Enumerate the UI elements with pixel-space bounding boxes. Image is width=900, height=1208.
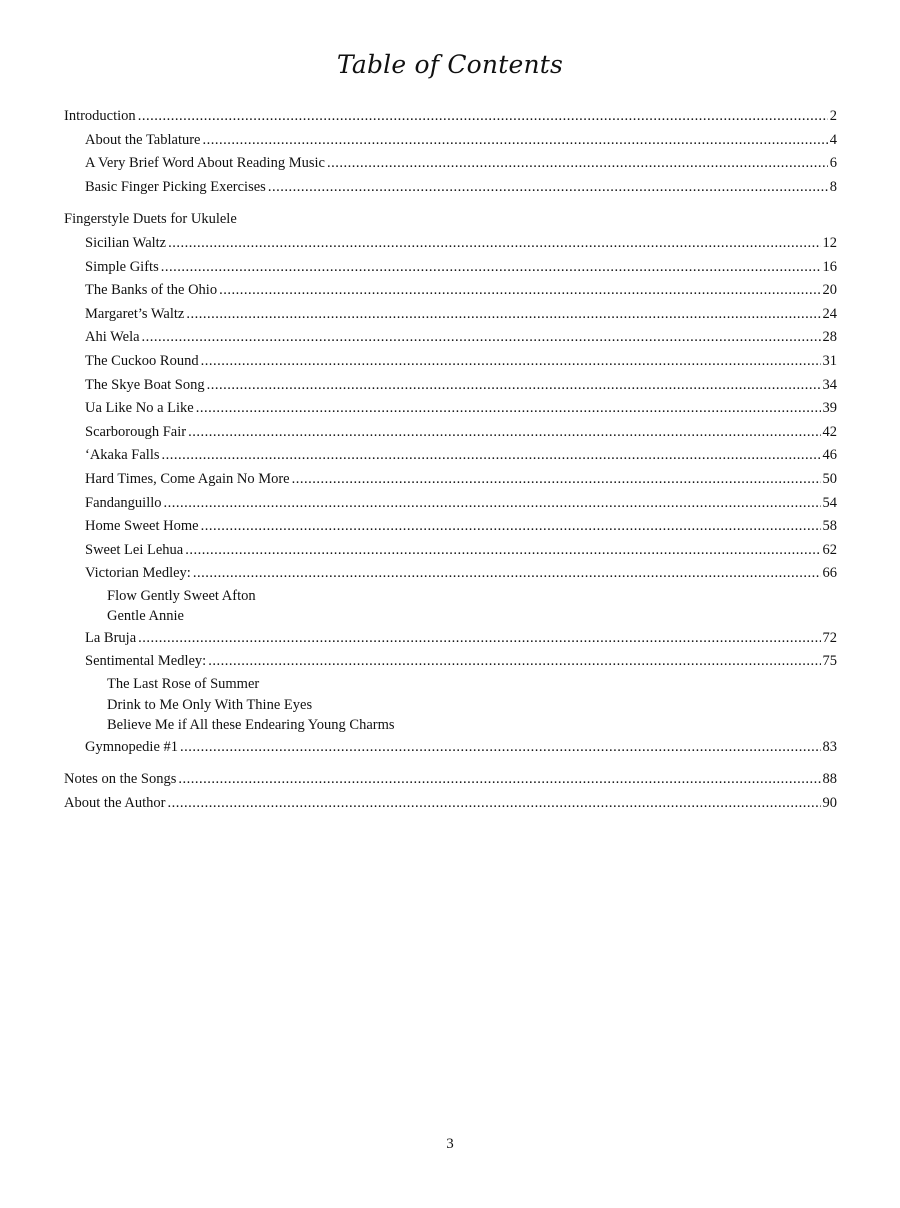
toc-entry-page: 20 — [822, 282, 837, 299]
toc-entry — [64, 256, 837, 280]
toc-entry-page: 46 — [822, 447, 837, 464]
toc-entry — [64, 326, 837, 350]
dot-leader — [168, 232, 820, 256]
dot-leader — [201, 350, 821, 374]
toc-entry-page: 42 — [822, 423, 837, 440]
dot-leader — [207, 374, 821, 398]
toc-entry — [64, 176, 837, 200]
toc-entry-label: About the Tablature — [85, 131, 201, 148]
toc-entry — [64, 279, 837, 303]
toc-entry-page: 2 — [829, 108, 837, 124]
toc-entry — [64, 129, 837, 153]
toc-entry-page: 39 — [822, 400, 837, 417]
toc-entry-page: 75 — [822, 653, 837, 670]
toc-entry — [64, 515, 837, 539]
dot-leader — [193, 562, 821, 586]
toc-subentry-label: The Last Rose of Summer — [107, 676, 260, 693]
dot-leader — [203, 129, 828, 153]
song-list — [64, 232, 837, 586]
toc-entry-page: 88 — [822, 771, 837, 788]
toc-entry-label: Fandanguillo — [85, 494, 162, 511]
toc-subentry — [64, 674, 837, 695]
toc-entry-page: 8 — [829, 178, 837, 195]
toc-entry-label: Sicilian Waltz — [85, 234, 167, 251]
toc-entry — [64, 350, 837, 374]
dot-leader — [268, 176, 828, 200]
dot-leader — [219, 279, 820, 303]
dot-leader — [164, 492, 821, 516]
toc-entry-label: Scarborough Fair — [85, 423, 187, 440]
toc-entry-label: The Banks of the Ohio — [85, 282, 218, 299]
toc-entry-label: Simple Gifts — [85, 258, 159, 275]
dot-leader — [185, 539, 820, 563]
toc-subentry-label: Drink to Me Only With Thine Eyes — [107, 696, 313, 713]
toc-entry — [64, 303, 837, 327]
toc-entry — [64, 444, 837, 468]
toc-entry-page: 83 — [822, 738, 837, 755]
toc-entry-introduction — [64, 105, 837, 129]
toc-entry-label: Basic Finger Picking Exercises — [85, 178, 266, 195]
toc-entry — [64, 492, 837, 516]
page-number: 3 — [446, 1136, 454, 1152]
toc-entry-label: A Very Brief Word About Reading Music — [85, 155, 325, 172]
toc-subentry-label: Gentle Annie — [107, 608, 184, 625]
toc-entry-page: 6 — [829, 155, 837, 172]
toc-entry-label: The Cuckoo Round — [85, 352, 199, 369]
toc-entry-page: 54 — [822, 494, 837, 511]
toc-entry-label: Home Sweet Home — [85, 518, 199, 535]
toc-entry — [64, 627, 837, 651]
toc-entry-page: 58 — [822, 518, 837, 535]
dot-leader — [142, 326, 821, 350]
toc-entry-page: 90 — [822, 794, 837, 811]
dot-leader — [196, 397, 821, 421]
toc-entry — [64, 539, 837, 563]
dot-leader — [208, 650, 820, 674]
toc-entry-label: Victorian Medley: — [85, 565, 191, 582]
toc-entry-label: Margaret’s Waltz — [85, 305, 185, 322]
dot-leader — [186, 303, 820, 327]
dot-leader — [178, 768, 820, 792]
toc-entry-page: 34 — [822, 376, 837, 393]
toc-entry-label: The Skye Boat Song — [85, 376, 205, 393]
toc-entry-page: 12 — [822, 234, 837, 251]
toc-entry-label: Notes on the Songs — [64, 771, 177, 788]
toc-entry — [64, 232, 837, 256]
toc-subentry-label: Flow Gently Sweet Afton — [107, 587, 256, 604]
toc-entry-label: About the Author — [64, 794, 166, 811]
dot-leader — [327, 152, 828, 176]
toc-entry-label: ‘Akaka Falls — [85, 447, 160, 464]
toc-entry-notes — [64, 768, 837, 792]
toc-entry-page: 4 — [829, 131, 837, 148]
table-of-contents — [64, 105, 837, 815]
dot-leader — [162, 444, 821, 468]
toc-subentry — [64, 606, 837, 627]
toc-section-label: Fingerstyle Duets for Ukulele — [64, 211, 237, 228]
toc-entry-page: 16 — [822, 258, 837, 275]
toc-entry-page: 50 — [822, 470, 837, 487]
toc-subentry-label: Believe Me if All these Endearing Young Charms — [107, 717, 395, 734]
toc-entry-label: Ahi Wela — [85, 329, 140, 346]
toc-entry — [64, 421, 837, 445]
toc-subentry — [64, 715, 837, 736]
dot-leader — [161, 256, 821, 280]
toc-entry-label: Introduction — [64, 108, 136, 124]
toc-entry-page: 24 — [822, 305, 837, 322]
dot-leader — [168, 792, 821, 816]
toc-entry — [64, 736, 837, 760]
dot-leader — [138, 627, 820, 651]
toc-entry-label: Hard Times, Come Again No More — [85, 470, 290, 487]
toc-subentry — [64, 695, 837, 716]
toc-entry — [64, 397, 837, 421]
dot-leader — [292, 468, 821, 492]
toc-entry-page: 62 — [822, 541, 837, 558]
toc-entry-page: 66 — [822, 565, 837, 582]
page-title: Table of Contents — [336, 50, 564, 79]
toc-entry-label: La Bruja — [85, 629, 137, 646]
dot-leader — [138, 105, 828, 129]
toc-entry — [64, 650, 837, 674]
toc-entry-author — [64, 792, 837, 816]
toc-entry-page: 31 — [822, 352, 837, 369]
dot-leader — [180, 736, 820, 760]
toc-section-heading — [64, 208, 837, 232]
toc-entry-page: 28 — [822, 329, 837, 346]
toc-subentry — [64, 586, 837, 607]
toc-entry-page: 72 — [822, 629, 837, 646]
toc-entry-label: Gymnopedie #1 — [85, 738, 179, 755]
dot-leader — [201, 515, 821, 539]
toc-entry — [64, 562, 837, 586]
toc-entry — [64, 152, 837, 176]
toc-entry-label: Ua Like No a Like — [85, 400, 194, 417]
toc-entry — [64, 468, 837, 492]
toc-entry — [64, 374, 837, 398]
toc-entry-label: Sentimental Medley: — [85, 653, 207, 670]
dot-leader — [188, 421, 820, 445]
toc-entry-label: Sweet Lei Lehua — [85, 541, 184, 558]
